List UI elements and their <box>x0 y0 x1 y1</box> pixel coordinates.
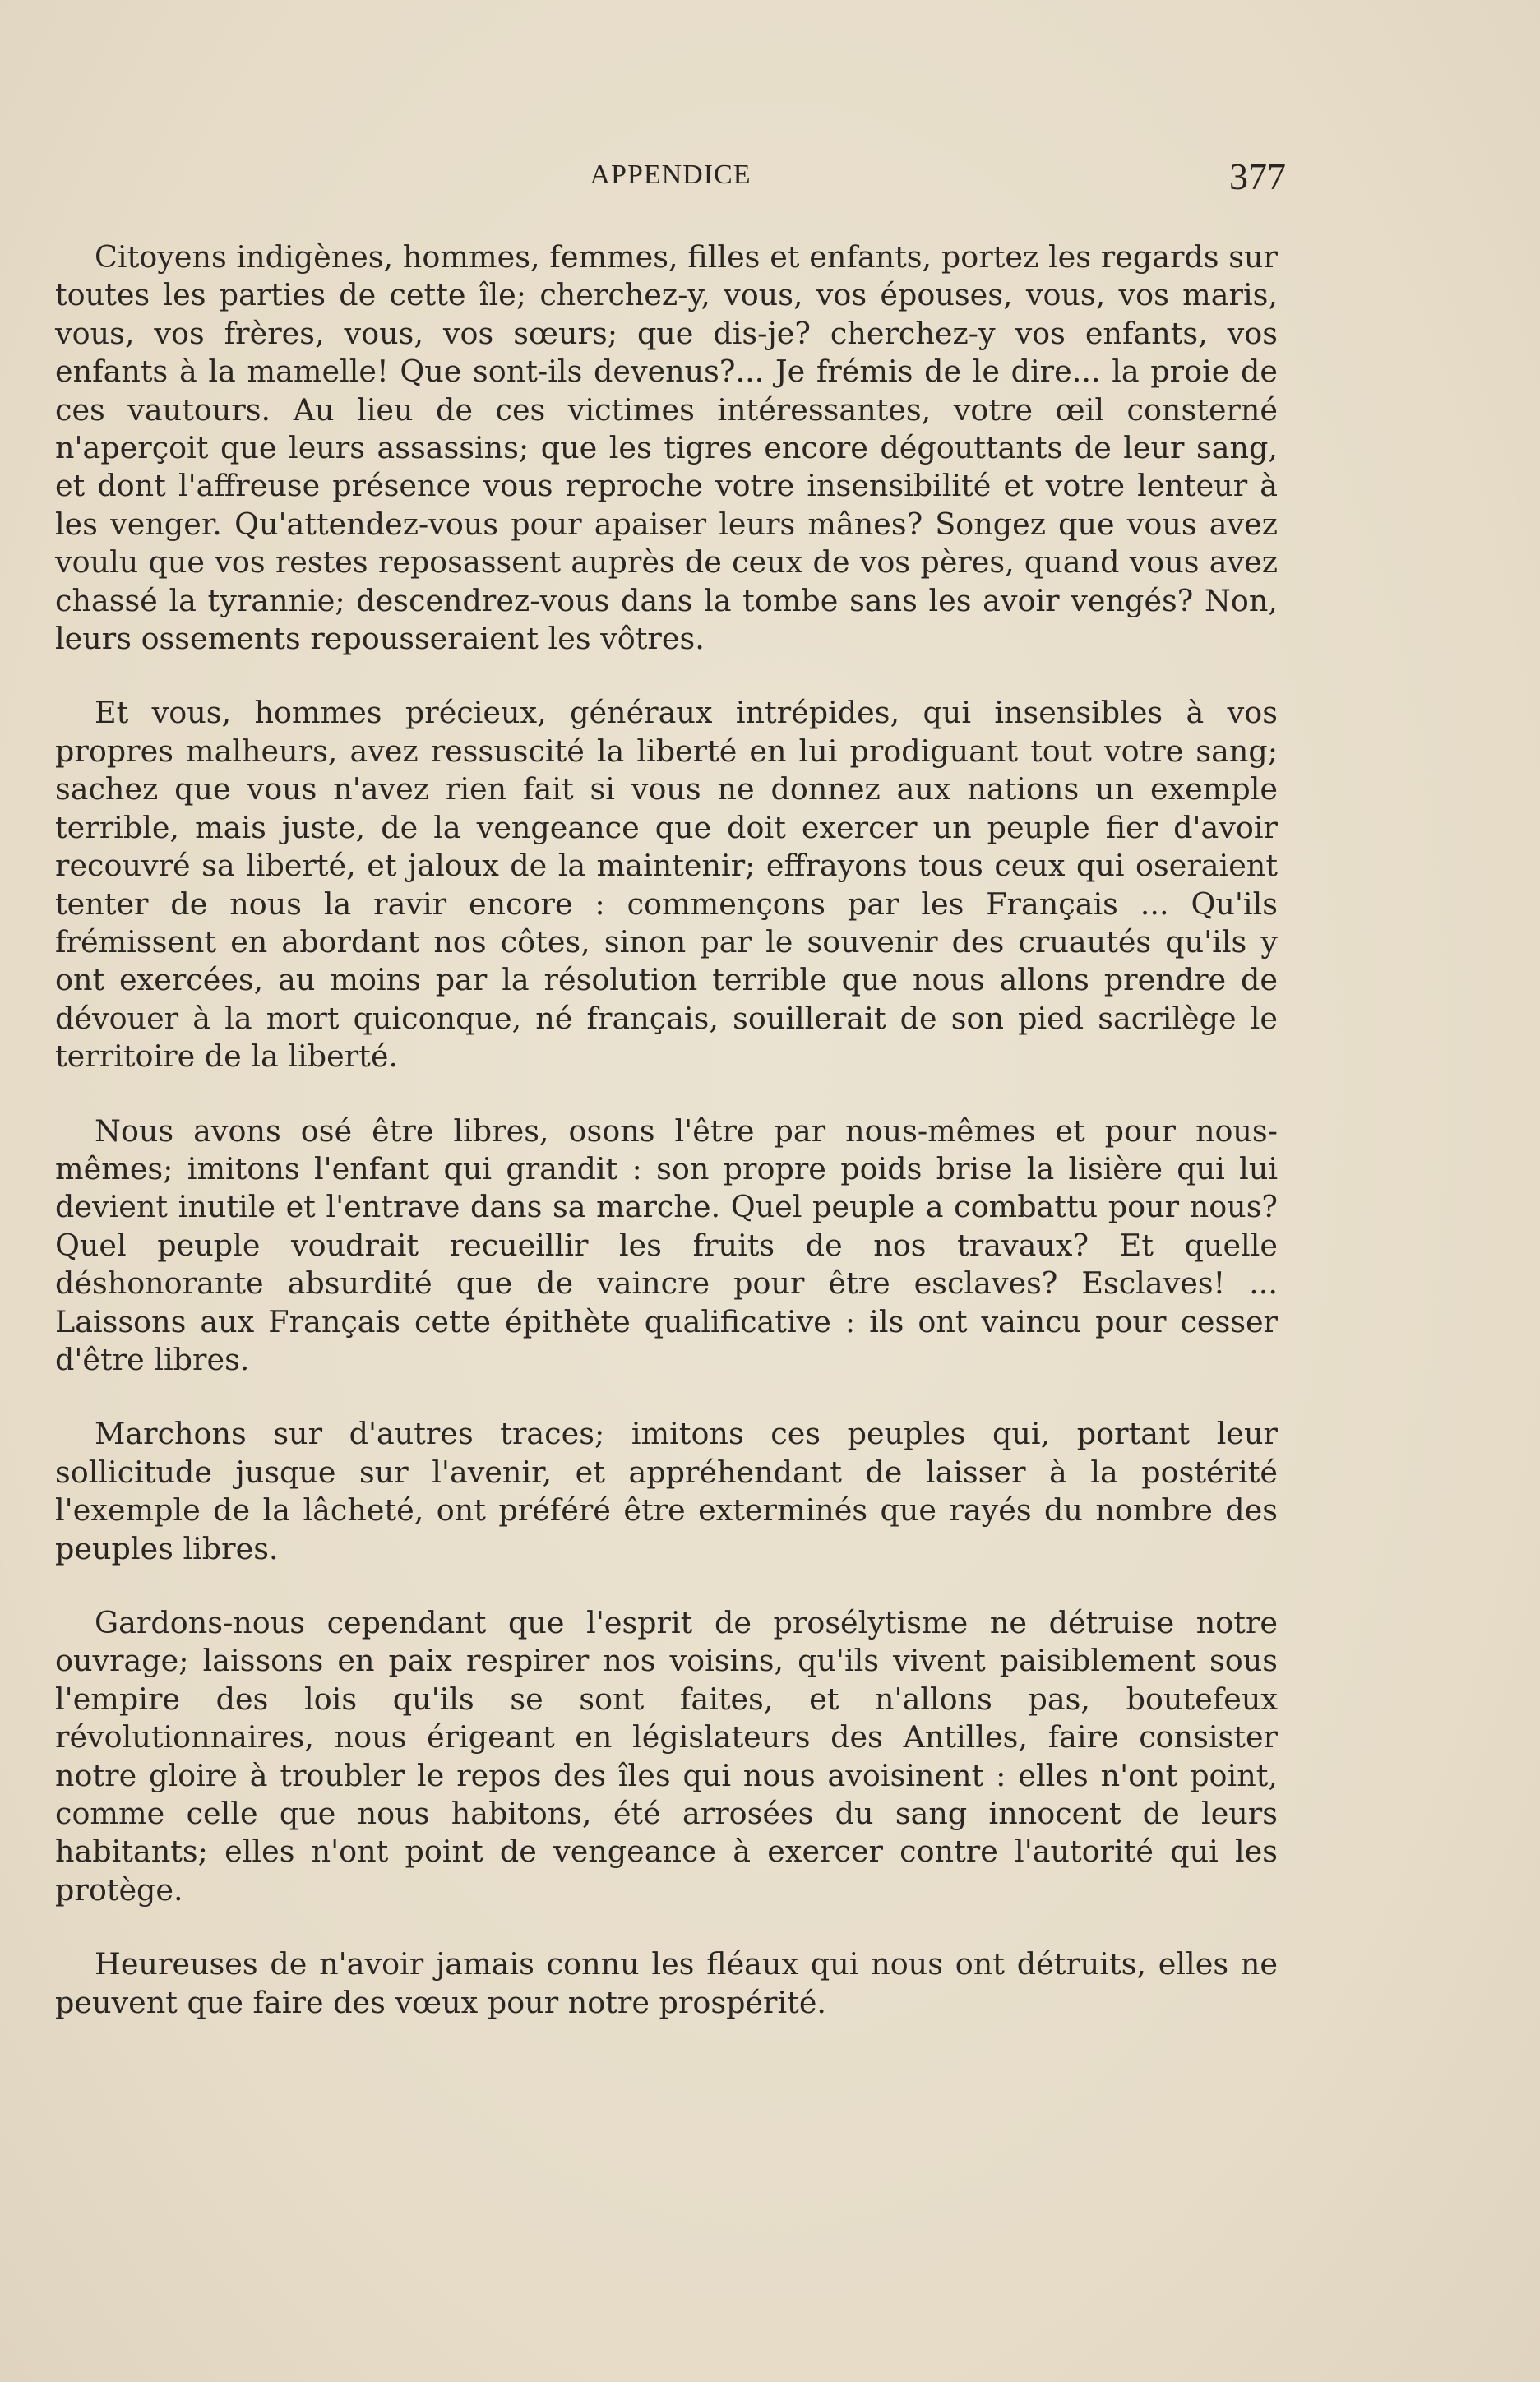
running-head <box>55 155 1286 204</box>
paragraph: Heureuses de n'avoir jamais connu les fléaux qui nous ont détruits, elles ne peuvent que faire des vœux pour notre prospérité. <box>55 1946 1278 2020</box>
paragraph: Marchons sur d'autres traces; imitons ces peuples qui, portant leur sollicitude jusque sur l'avenir, et appréhendant de laisser à la postérité l'exemple de la lâcheté, ont préféré être exterminés que rayés du nombre des peuples libres. <box>55 1416 1278 1566</box>
paragraph: Et vous, hommes précieux, généraux intrépides, qui insensibles à vos propres malheurs, avez ressuscité la liberté en lui prodiguant tout votre sang; sachez que vous n'avez rien fait si vous ne donnez aux nations un exemple terrible, mais juste, de la vengeance que doit exercer un peuple fier d'avoir recouvré sa liberté, et jaloux de la maintenir; effrayons tous ceux qui oseraient tenter de nous la ravir encore : commençons par les Français ... Qu'ils frémissent en abordant nos côtes, sinon par le souvenir des cruautés qu'ils y ont exercées, au moins par la résolution terrible que nous allons prendre de dévouer à la mort quiconque, né français, souillerait de son pied sacrilège le territoire de la liberté. <box>55 695 1278 1075</box>
page-number: 377 <box>1229 155 1286 197</box>
paragraph: Gardons-nous cependant que l'esprit de prosélytisme ne détruise notre ouvrage; laissons en paix respirer nos voisins, qu'ils vivent paisiblement sous l'empire des lois qu'ils se sont faites, et n'allons pas, boutefeux révolutionnaires, nous érigeant en législateurs des Antilles, faire consister notre gloire à troubler le repos des îles qui nous avoisinent : elles n'ont point, comme celle que nous habitons, été arrosées du sang innocent de leurs habitants; elles n'ont point de vengeance à exercer contre l'autorité qui les protège. <box>55 1605 1278 1908</box>
paragraph: Nous avons osé être libres, osons l'être par nous-mêmes et pour nous-mêmes; imitons l'enfant qui grandit : son propre poids brise la lisière qui lui devient inutile et l'entrave dans sa marche. Quel peuple a combattu pour nous? Quel peuple voudrait recueillir les fruits de nos travaux? Et quelle déshonorante absurdité que de vaincre pour être esclaves? Esclaves! ... Laissons aux Français cette épithète qualificative : ils ont vaincu pour cesser d'être libres. <box>55 1112 1278 1377</box>
paragraph: Citoyens indigènes, hommes, femmes, filles et enfants, portez les regards sur toutes les parties de cette île; cherchez-y, vous, vos épouses, vous, vos maris, vous, vos frères, vous, vos sœurs; que dis-je? cherchez-y vos enfants, vos enfants à la mamelle! Que sont-ils devenus?... Je frémis de le dire... la proie de ces vautours. Au lieu de ces victimes intéressantes, votre œil consterné n'aperçoit que leurs assassins; que les tigres encore dégouttants de leur sang, et dont l'affreuse présence vous reproche votre insensibilité et votre lenteur à les venger. Qu'attendez-vous pour apaiser leurs mânes? Songez que vous avez voulu que vos restes reposassent auprès de ceux de vos pères, quand vous avez chassé la tyrannie; descendrez-vous dans la tombe sans les avoir vengés? Non, leurs ossements repousseraient les vôtres. <box>55 239 1278 657</box>
body-text <box>55 238 1278 2022</box>
running-title: APPENDICE <box>590 160 752 190</box>
